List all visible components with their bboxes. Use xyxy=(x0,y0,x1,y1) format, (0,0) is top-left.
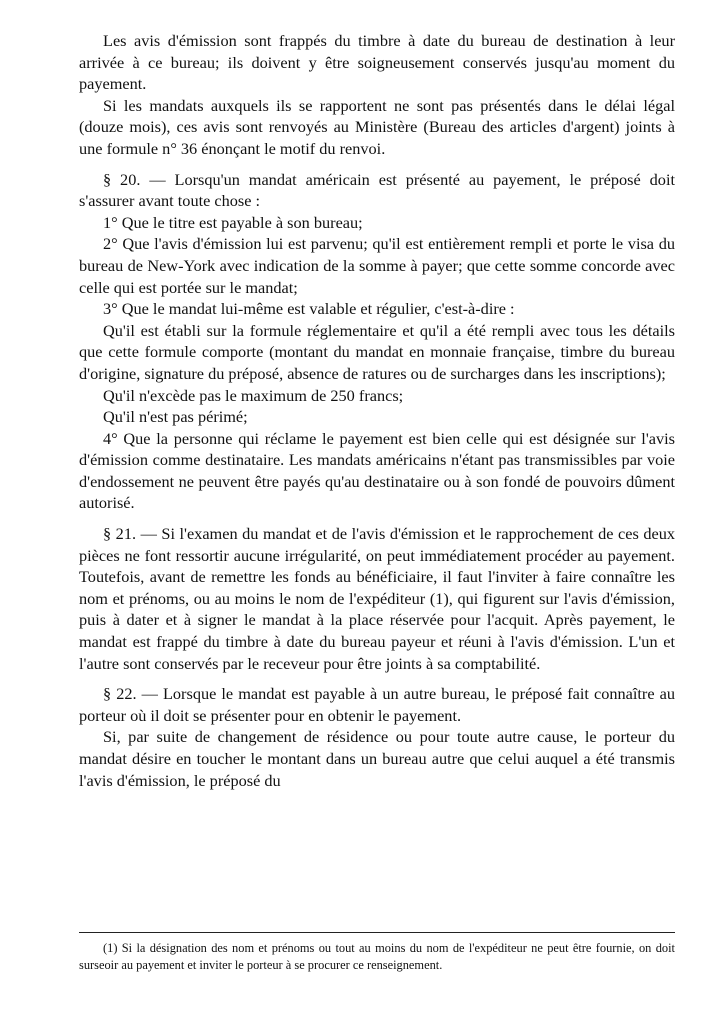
section-22-continued: Si, par suite de changement de résidence ou pour toute autre cause, le porteur du mandat désire en toucher le montant dans un bureau autre que celui auquel a été transmis l'avis d'émission, le préposé du xyxy=(79,727,675,790)
section-20-item-3a: Qu'il est établi sur la formule réglementaire et qu'il a été rempli avec tous les détails que cette formule comporte (montant du mandat en monnaie française, timbre du bureau d'origine, signature du préposé, absence de ratures ou de surcharges dans les inscriptions); xyxy=(79,320,675,383)
paragraph-delai: Si les mandats auxquels ils se rapportent ne sont pas présentés dans le délai légal (douze mois), ces avis sont renvoyés au Ministère (Bureau des articles d'argent) joints à une formule n° 36 énonçant le motif du renvoi. xyxy=(79,95,675,158)
section-20-item-4: 4° Que la personne qui réclame le payement est bien celle qui est désignée sur l'avis d'émission comme destinataire. Les mandats américains n'étant pas transmissibles par voie d'endossement ne peuvent être payés qu'au destinataire ou à son fondé de pouvoirs dûment autorisé. xyxy=(79,428,675,513)
section-20-item-3c: Qu'il n'est pas périmé; xyxy=(103,407,248,427)
body-text xyxy=(79,30,675,791)
section-21: § 21. — Si l'examen du mandat et de l'avis d'émission et le rapprochement de ces deux pièces ne font ressortir aucune irrégularité, on peut immédiatement procéder au payement. Toutefois, avant de remettre les fonds au bénéficiaire, il faut l'inviter à faire connaître les nom et prénoms, ou au moins le nom de l'expéditeur (1), qui figurent sur l'avis d'émission, puis à dater et à signer le mandat à la place réservée pour l'acquit. Après payement, le mandat est frappé du timbre à date du bureau payeur et réuni à l'avis d'émission. L'un et l'autre sont conservés par le receveur pour être joints à sa comptabilité. xyxy=(79,524,675,673)
section-20-item-3: 3° Que le mandat lui-même est valable et régulier, c'est-à-dire : xyxy=(103,299,515,319)
footnote-divider xyxy=(79,932,675,933)
section-20-item-3b: Qu'il n'excède pas le maximum de 250 francs; xyxy=(103,385,404,405)
section-20: § 20. — Lorsqu'un mandat américain est présenté au payement, le préposé doit s'assurer avant toute chose : xyxy=(79,169,675,211)
footnote: (1) Si la désignation des nom et prénoms ou tout au moins du nom de l'expéditeur ne peut être fournie, on doit surseoir au payement et inviter le porteur à se procurer ce renseignement. xyxy=(79,941,675,972)
section-20-item-1: 1° Que le titre est payable à son bureau; xyxy=(103,212,363,232)
paragraph-timbre: Les avis d'émission sont frappés du timbre à date du bureau de destination à leur arrivée à ce bureau; ils doivent y être soigneusement conservés jusqu'au moment du payement. xyxy=(79,31,675,94)
section-20-item-2: 2° Que l'avis d'émission lui est parvenu; qu'il est entièrement rempli et porte le visa du bureau de New-York avec indication de la somme à payer; que cette somme concorde avec celle qui est portée sur le mandat; xyxy=(79,234,675,297)
section-22: § 22. — Lorsque le mandat est payable à un autre bureau, le préposé fait connaître au porteur où il doit se présenter pour en obtenir le payement. xyxy=(79,684,675,725)
